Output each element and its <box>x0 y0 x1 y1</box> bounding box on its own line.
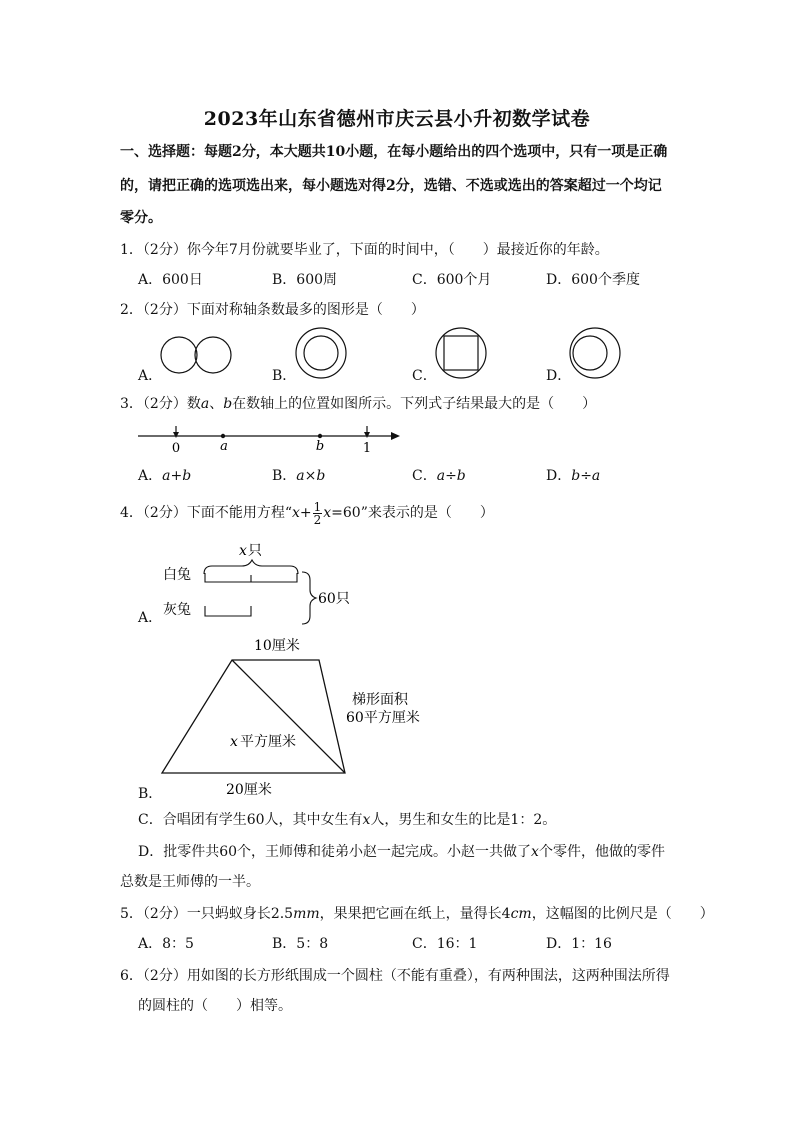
q1-stem: 1．（2分）你今年7月份就要毕业了，下面的时间中，（ ）最接近你的年龄。 <box>120 242 609 258</box>
q1-option-a: A．600日 <box>138 272 203 288</box>
q3-var-a: a <box>200 396 210 412</box>
section-instruction-line-3: 零分。 <box>120 210 162 226</box>
q2-option-d: D． <box>546 368 572 384</box>
page-title: 2023年山东省德州市庆云县小升初数学试卷 <box>203 108 591 130</box>
tick-zero-arrow-icon <box>173 432 179 438</box>
q3-sep: 、 <box>209 396 224 412</box>
q5-stem: 5．（2分）一只蚂蚁身长2.5mm，果果把它画在纸上，量得长4cm，这幅图的比例尺是（ ） <box>120 906 714 922</box>
point-a <box>221 434 225 438</box>
tick-one-arrow-icon <box>364 432 370 438</box>
q4a-top-label: 只 <box>248 543 262 559</box>
q4a-top-var: x <box>239 543 247 559</box>
q4b-top-length: 10厘米 <box>254 638 300 654</box>
q2-figure-c-square-in-circle <box>434 326 488 380</box>
point-b <box>318 434 322 438</box>
q5-option-c: C．16：1 <box>412 936 478 952</box>
q3-number-line <box>134 420 406 456</box>
q2-figure-b-concentric-circles <box>294 326 348 380</box>
axis-label-1: 1 <box>362 441 372 456</box>
q4-stem: 4．（2分）下面不能用方程“x+ $\frac{1}{2}$ x=60”来表示的是（ ） <box>120 499 494 527</box>
q5-option-a: A．8：5 <box>138 936 194 952</box>
q4-option-d-line-2: 总数是王师傅的一半。 <box>120 874 260 890</box>
q2-option-a: A． <box>138 368 163 384</box>
q2-option-c: C． <box>412 368 437 384</box>
q1-option-d: D．600个季度 <box>546 272 640 288</box>
right-brace <box>302 572 316 624</box>
trapezoid-diagonal <box>232 660 345 773</box>
q4b-bottom-length: 20厘米 <box>226 782 272 798</box>
top-brace <box>204 560 298 574</box>
q5-option-b: B．5：8 <box>272 936 329 952</box>
q4a-white-label: 白兔 <box>163 567 191 583</box>
q4-option-b-trapezoid <box>156 632 446 802</box>
q2-figure-a-two-circles <box>160 330 232 380</box>
gray-rabbit-bar <box>205 606 251 616</box>
q1-option-b: B．600周 <box>272 272 338 288</box>
axis-label-a: a <box>220 439 228 454</box>
q4-fraction: $\frac{1}{2}$ <box>313 499 322 527</box>
q2-figure-d-offset-circles <box>568 326 622 380</box>
q1-option-c: C．600个月 <box>412 272 492 288</box>
q4-option-a-diagram <box>134 536 364 628</box>
q3-stem-pre: 3．（2分）数 <box>120 396 201 412</box>
q3-stem-post: 在数轴上的位置如图所示。下列式子结果最大的是（ ） <box>232 396 597 412</box>
q3-var-b: b <box>223 396 233 412</box>
q4b-side-label-1: 梯形面积 <box>352 692 408 708</box>
q6-stem-line-1: 6．（2分）用如图的长方形纸围成一个圆柱（不能有重叠），有两种围法，这两种围法所得 <box>120 968 670 984</box>
q3-option-b: B．a×b <box>272 468 326 484</box>
q4-option-d-line-1: D．批零件共60个，王师傅和徒弟小赵一起完成。小赵一共做了x个零件，他做的零件 <box>138 844 665 860</box>
q4-option-b-label: B． <box>138 786 163 802</box>
axis-label-b: b <box>315 439 325 454</box>
trapezoid-shape <box>162 660 345 773</box>
q3-option-d: D．b÷a <box>546 468 601 484</box>
q4a-total: 60只 <box>318 591 350 607</box>
axis-label-0: 0 <box>171 441 181 456</box>
q2-stem: 2．（2分）下面对称轴条数最多的图形是（ ） <box>120 302 425 318</box>
section-instruction-line-1: 一、选择题：每题2分，本大题共10小题，在每小题给出的四个选项中，只有一项是正确 <box>120 144 668 160</box>
q3-option-c: C．a÷b <box>412 468 466 484</box>
q3-stem <box>120 394 596 414</box>
arrow-right-icon <box>391 432 400 440</box>
q4-option-a-label: A． <box>138 610 163 626</box>
q2-option-b: B． <box>272 368 297 384</box>
q5-option-d: D．1：16 <box>546 936 612 952</box>
q4b-inner-label: 平方厘米 <box>240 734 296 750</box>
section-instruction-line-2: 的，请把正确的选项选出来，每小题选对得2分，选错、不选或选出的答案超过一个均记 <box>120 178 662 194</box>
q4a-gray-label: 灰兔 <box>163 602 191 618</box>
q3-option-a: A．a+b <box>138 468 192 484</box>
q4-option-c: C．合唱团有学生60人，其中女生有x人，男生和女生的比是1：2。 <box>138 812 557 828</box>
q4b-side-label-2: 60平方厘米 <box>346 710 420 726</box>
q6-stem-line-2: 的圆柱的（ ）相等。 <box>138 998 292 1014</box>
q4b-inner-var: x <box>230 734 238 750</box>
